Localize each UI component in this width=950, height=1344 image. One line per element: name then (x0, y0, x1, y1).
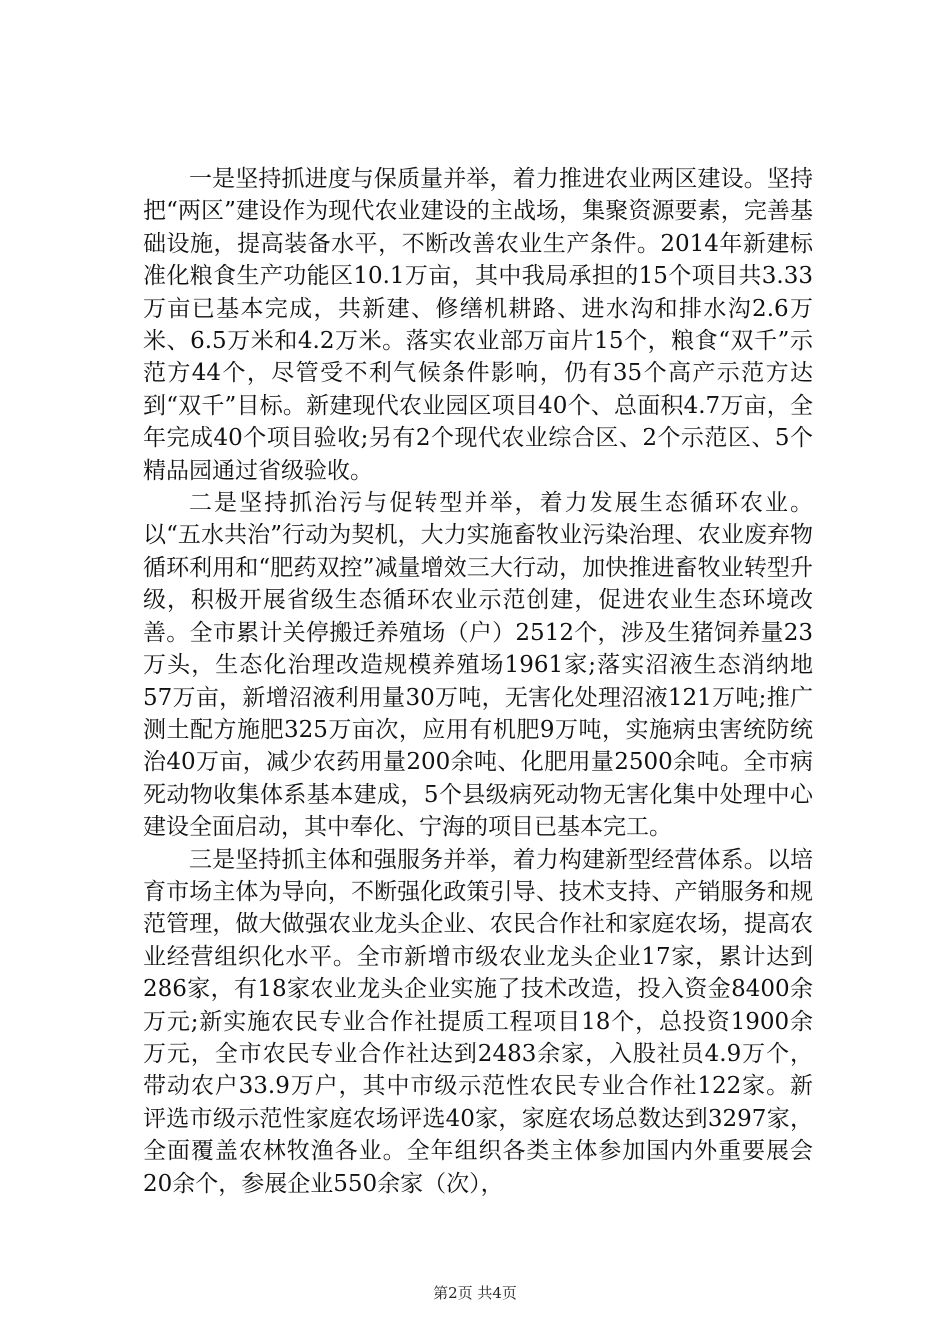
page-footer: 第2页 共4页 (433, 1284, 517, 1302)
document-body (143, 163, 813, 1200)
paragraph-agri-zones: 一是坚持抓进度与保质量并举，着力推进农业两区建设。坚持把“两区”建设作为现代农业建设的主战场，集聚资源要素，完善基础设施，提高装备水平，不断改善农业生产条件。2014年新建标准化粮食生产功能区10.1万亩，其中我局承担的15个项目共3.33万亩已基本完成，共新建、修缮机耕路、进水沟和排水沟2.6万米、6.5万米和4.2万米。落实农业部万亩片15个，粮食“双千”示范方44个，尽管受不利气候条件影响，仍有35个高产示范方达到“双千”目标。新建现代农业园区项目40个、总面积4.7万亩，全年完成40个项目验收;另有2个现代农业综合区、2个示范区、5个精品园通过省级验收。 (143, 166, 813, 484)
paragraph-eco-agriculture: 二是坚持抓治污与促转型并举，着力发展生态循环农业。以“五水共治”行动为契机，大力实施畜牧业污染治理、农业废弃物循环利用和“肥药双控”减量增效三大行动，加快推进畜牧业转型升级，积极开展省级生态循环农业示范创建，促进农业生态环境改善。全市累计关停搬迁养殖场（户）2512个，涉及生猪饲养量23万头，生态化治理改造规模养殖场1961家;落实沼液生态消纳地57万亩，新增沼液利用量30万吨，无害化处理沼液121万吨;推广测土配方施肥325万亩次，应用有机肥9万吨，实施病虫害统防统治40万亩，减少农药用量200余吨、化肥用量2500余吨。全市病死动物收集体系基本建成，5个县级病死动物无害化集中处理中心建设全面启动，其中奉化、宁海的项目已基本完工。 (143, 490, 813, 841)
paragraph-business-system: 三是坚持抓主体和强服务并举，着力构建新型经营体系。以培育市场主体为导向，不断强化政策引导、技术支持、产销服务和规范管理，做大做强农业龙头企业、农民合作社和家庭农场，提高农业经营组织化水平。全市新增市级农业龙头企业17家，累计达到286家，有18家农业龙头企业实施了技术改造，投入资金8400余万元;新实施农民专业合作社提质工程项目18个，总投资1900余万元，全市农民专业合作社达到2483余家，入股社员4.9万个，带动农户33.9万户，其中市级示范性农民专业合作社122家。新评选市级示范性家庭农场评选40家，家庭农场总数达到3297家，全面覆盖农林牧渔各业。全年组织各类主体参加国内外重要展会20余个，参展企业550余家（次）， (143, 846, 813, 1197)
